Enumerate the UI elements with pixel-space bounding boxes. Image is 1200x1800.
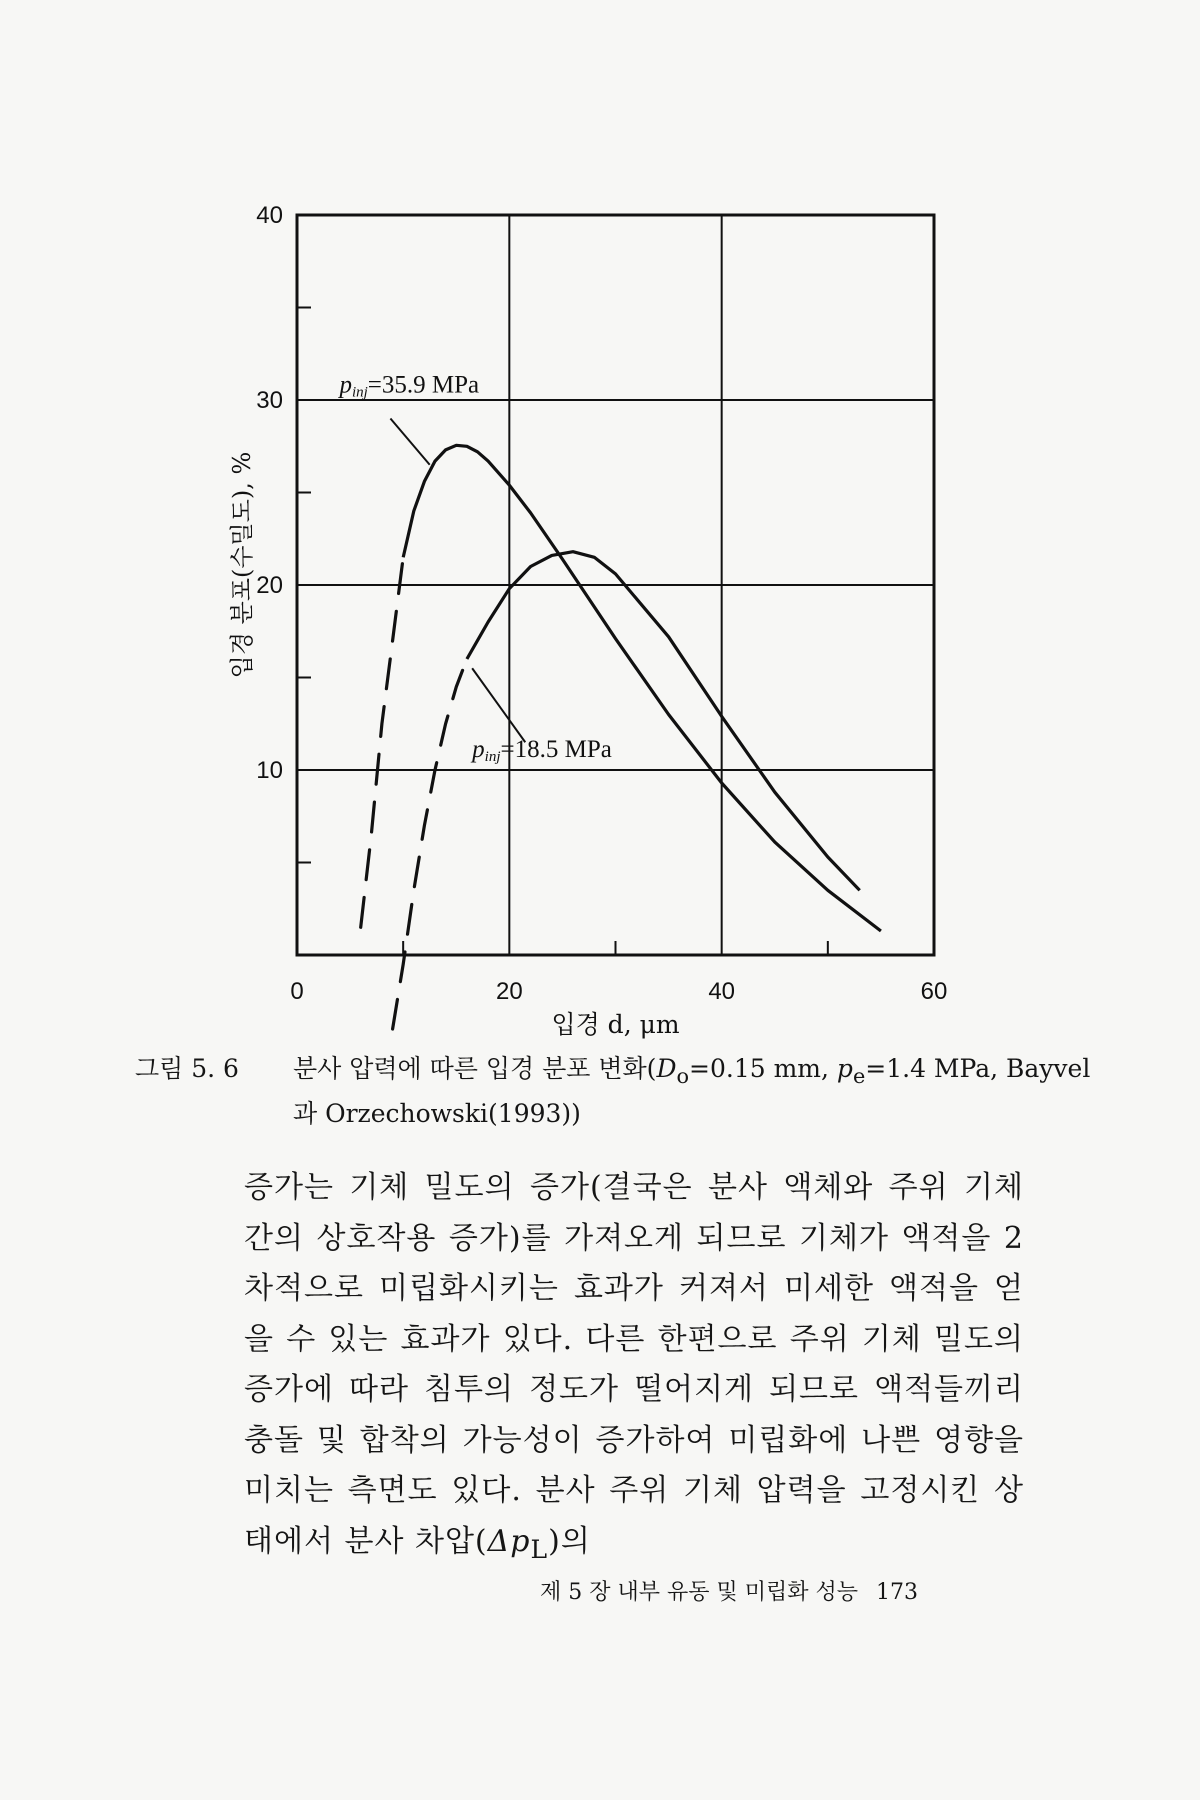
label-leaders [390, 419, 525, 743]
y-tick-label: 30 [256, 387, 283, 414]
series-1-solid-line [403, 445, 881, 931]
chapter-title: 제 5 장 내부 유동 및 미립화 성능 [540, 1580, 858, 1605]
y-axis-label: 입경 분포(수밀도), % [228, 451, 256, 679]
series-2-solid-line [467, 552, 860, 891]
series-2-dashed-line [393, 659, 467, 1029]
page-number: 173 [875, 1580, 918, 1605]
x-tick-label: 60 [920, 978, 948, 1005]
series-label-35-9: pinj=35.9 MPa [339, 371, 480, 401]
caption-text: 분사 압력에 따른 입경 분포 변화($D_o=0.15$ mm, $p_e=1.4$ MPa, Bayvel과 Orzechowski(1993)) [293, 1054, 1091, 1128]
tick-labels [256, 202, 947, 1005]
leader-line-35-9 [390, 419, 429, 465]
series-1-dashed-line [361, 557, 404, 927]
leader-line-18-5 [472, 668, 525, 742]
x-axis-label: 입경 d, μm [551, 1010, 680, 1039]
y-tick-label: 10 [256, 757, 283, 784]
y-tick-label: 40 [256, 202, 283, 229]
x-tick-label: 40 [708, 978, 736, 1005]
tick-marks [297, 308, 828, 956]
x-tick-label: 0 [290, 978, 304, 1005]
body-paragraph: 증가는 기체 밀도의 증가(결국은 분사 액체와 주위 기체 간의 상호작용 증가)를 가져오게 되므로 기체가 액적을 2차적으로 미립화시키는 효과가 커져서 미세한 액적을 얻을 수 있는 효과가 있다. 다른 한편으로 주위 기체 밀도의 증가에 따라 침투의 정도가 떨어지게 되므로 액적들끼리 충돌 및 합착의 가능성이 증가하여 미립화에 나쁜 영향을 미치는 측면도 있다. 분사 주위 기체 압력을 고정시킨 상태에서 분사 차압$(\Delta p_L)$의 [244, 1170, 1024, 1564]
chart-grid [297, 215, 934, 955]
y-tick-label: 20 [256, 572, 283, 599]
page-footer [540, 1575, 918, 1606]
x-tick-label: 20 [495, 978, 523, 1005]
figure-number: 그림 5. 6 [135, 1054, 239, 1083]
series-label-18-5: pinj=18.5 MPa [472, 736, 612, 766]
curves [361, 445, 881, 1029]
